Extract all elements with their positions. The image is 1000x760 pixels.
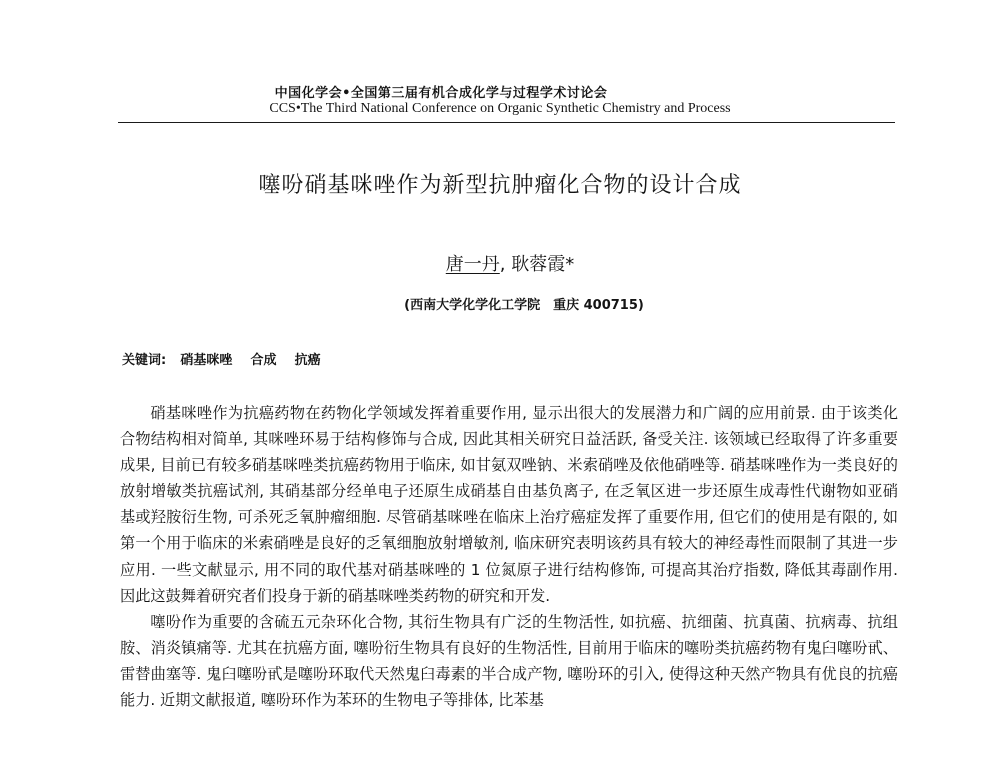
author-1: 唐一丹 <box>445 254 500 275</box>
keywords-line <box>122 349 335 368</box>
affiliation: (西南大学化学化工学院 重庆 400715) <box>404 298 644 313</box>
header-rule <box>118 122 895 123</box>
author-2: 耿蓉霞* <box>511 254 575 275</box>
body-text <box>120 400 898 713</box>
keyword-1: 硝基咪唑 <box>180 353 233 368</box>
paragraph-1: 硝基咪唑作为抗癌药物在药物化学领域发挥着重要作用, 显示出很大的发展潜力和广阔的应用前景. 由于该类化合物结构相对简单, 其咪唑环易于结构修饰与合成, 因此其相关研究日益活跃, 备受关注. 该领域已经取得了许多重要成果, 目前已有较多硝基咪唑类抗癌药物用于临床, 如甘氨双唑钠、米索硝唑及依他硝唑等. 硝基咪唑作为一类良好的放射增敏类抗癌试剂, 其硝基部分经单电子还原生成硝基自由基负离子, 在乏氧区进一步还原生成毒性代谢物如亚硝基或羟胺衍生物, 可杀死乏氧肿瘤细胞. 尽管硝基咪唑在临床上治疗癌症发挥了重要作用, 但它们的使用是有限的, 如第一个用于临床的米索硝唑是良好的乏氧细胞放射增敏剂, 临床研究表明该药具有较大的神经毒性而限制了其进一步应用. 一些文献显示, 用不同的取代基对硝基咪唑的 1 位氮原子进行结构修饰, 可提高其治疗指数, 降低其毒副作用. 因此这鼓舞着研究者们投身于新的硝基咪唑类药物的研究和开发. <box>120 404 898 605</box>
author-separator: , <box>499 254 512 275</box>
keywords-label: 关键词: <box>122 353 167 368</box>
keyword-3: 抗癌 <box>294 353 321 368</box>
conference-name-english: CCS•The Third National Conference on Organic Synthetic Chemistry and Process <box>269 101 731 116</box>
conference-name-chinese: 中国化学会•全国第三届有机合成化学与过程学术讨论会 <box>274 86 608 101</box>
paper-title: 噻吩硝基咪唑作为新型抗肿瘤化合物的设计合成 <box>258 173 742 198</box>
paragraph-2: 噻吩作为重要的含硫五元杂环化合物, 其衍生物具有广泛的生物活性, 如抗癌、抗细菌、抗真菌、抗病毒、抗组胺、消炎镇痛等. 尤其在抗癌方面, 噻吩衍生物具有良好的生物活性, 目前用于临床的噻吩类抗癌药物有鬼臼噻吩甙、雷替曲塞等. 鬼臼噻吩甙是噻吩环取代天然鬼臼毒素的半合成产物, 噻吩环的引入, 使得这种天然产物具有优良的抗癌能力. 近期文献报道, 噻吩环作为苯环的生物电子等排体, 比苯基 <box>120 612 898 710</box>
author-list <box>0 250 1000 276</box>
keyword-2: 合成 <box>250 353 277 368</box>
